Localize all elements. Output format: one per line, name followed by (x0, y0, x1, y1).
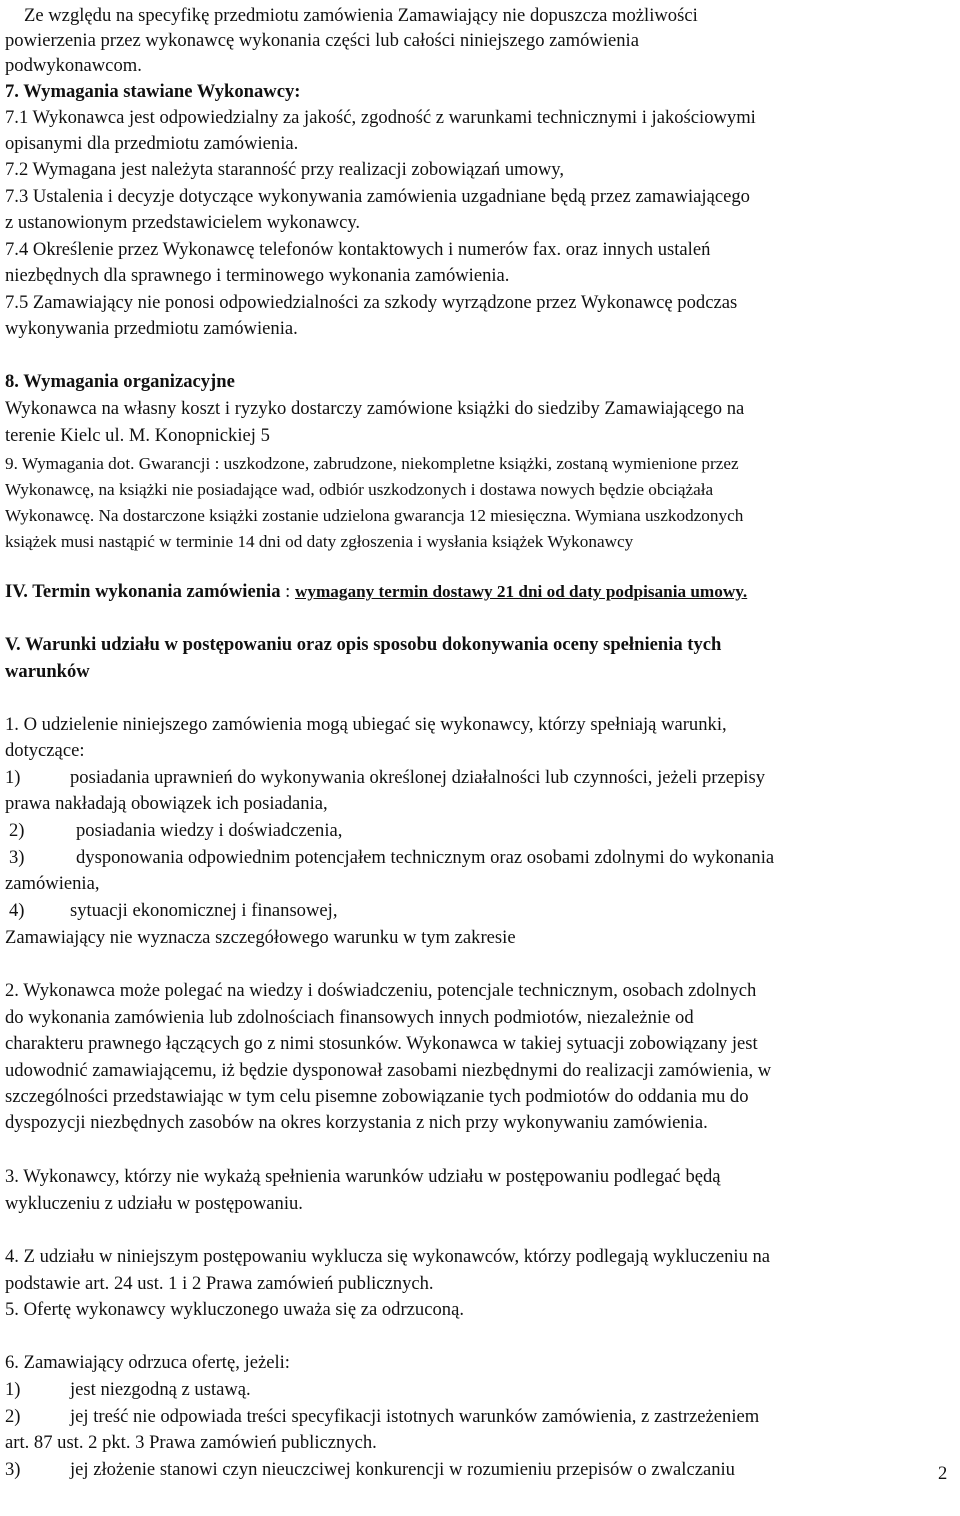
page-number: 2 (938, 1463, 948, 1484)
s9-line-3: Wykonawcę. Na dostarczone książki zostanie udzielona gwarancja 12 miesięczna. Wymiana uszkodzonych (5, 506, 744, 525)
v-p3-line-2: wykluczeniu z udziału w postępowaniu. (5, 1193, 303, 1214)
v-p2-line-6: dyspozycji niezbędnych zasobów na okres korzystania z nich przy wykonywaniu zamówienia. (5, 1112, 708, 1133)
v-item-1-text-cont: prawa nakładają obowiązek ich posiadania, (5, 793, 328, 814)
section-v-heading-line-2: warunków (5, 661, 90, 682)
s7-4-line-2: niezbędnych dla sprawnego i terminowego wykonania zamówienia. (5, 265, 510, 286)
intro-line-2: powierzenia przez wykonawcę wykonania części lub całości niniejszego zamówienia (5, 30, 639, 51)
v-item-4-text: sytuacji ekonomicznej i finansowej, (70, 900, 338, 921)
v-p1-line-2: dotyczące: (5, 740, 85, 761)
s8-line-2: terenie Kielc ul. M. Konopnickiej 5 (5, 425, 270, 446)
v-p6-item-1-num: 1) (5, 1379, 21, 1400)
s8-line-1: Wykonawca na własny koszt i ryzyko dostarczy zamówione książki do siedziby Zamawiającego na (5, 398, 745, 419)
s9-line-2: Wykonawcę, na książki nie posiadające wad, odbiór uszkodzonych i dostawa nowych będzie obciążała (5, 480, 714, 499)
s7-5-line-1: 7.5 Zamawiający nie ponosi odpowiedzialności za szkody wyrządzone przez Wykonawcę podczas (5, 292, 738, 313)
v-p5: 5. Ofertę wykonawcy wykluczonego uważa się za odrzuconą. (5, 1299, 464, 1320)
v-p2-line-2: do wykonania zamówienia lub zdolnościach finansowych innych podmiotów, niezależnie od (5, 1007, 694, 1028)
s7-2: 7.2 Wymagana jest należyta staranność przy realizacji zobowiązań umowy, (5, 159, 565, 180)
s7-3-line-1: 7.3 Ustalenia i decyzje dotyczące wykonywania zamówienia uzgadniane będą przez zamawiającego (5, 186, 750, 207)
v-p6: 6. Zamawiający odrzuca ofertę, jeżeli: (5, 1352, 290, 1373)
s7-5-line-2: wykonywania przedmiotu zamówienia. (5, 318, 298, 339)
v-p6-item-2-num: 2) (5, 1406, 21, 1427)
v-p1-line-1: 1. O udzielenie niniejszego zamówienia mogą ubiegać się wykonawcy, którzy spełniają warunki, (5, 714, 727, 735)
s7-3-line-2: z ustanowionym przedstawicielem wykonawcy. (5, 212, 361, 233)
v-item-4-num: 4) (9, 900, 25, 921)
v-p6-item-2-text-cont: art. 87 ust. 2 pkt. 3 Prawa zamówień publicznych. (5, 1432, 377, 1453)
section-iv-label: IV. Termin wykonania zamówienia (5, 581, 281, 602)
section-v-heading-line-1: V. Warunki udziału w postępowaniu oraz opis sposobu dokonywania oceny spełnienia tych (5, 634, 722, 655)
v-item-3-text: dysponowania odpowiednim potencjałem technicznym oraz osobami zdolnymi do wykonania (76, 847, 775, 868)
v-item-2-num: 2) (9, 820, 25, 841)
s7-1-line-1: 7.1 Wykonawca jest odpowiedzialny za jakość, zgodność z warunkami technicznymi i jakościowymi (5, 107, 756, 128)
v-p4-line-2: podstawie art. 24 ust. 1 i 2 Prawa zamówień publicznych. (5, 1273, 434, 1294)
v-item-3-num: 3) (9, 847, 25, 868)
v-p2-line-5: szczególności przedstawiając w tym celu pisemne zobowiązanie tych podmiotów do oddania mu do (5, 1086, 749, 1107)
s9-line-4: książek musi nastąpić w terminie 14 dni od daty zgłoszenia i wysłania książek Wykonawcy (5, 532, 634, 551)
section-iv (5, 579, 747, 605)
section-iv-value: wymagany termin dostawy 21 dni od daty podpisania umowy. (294, 582, 748, 601)
v-p4-line-1: 4. Z udziału w niniejszym postępowaniu wyklucza się wykonawców, którzy podlegają wykluczeniu na (5, 1246, 771, 1267)
v-item-3-text-cont: zamówienia, (5, 873, 100, 894)
v-p2-line-1: 2. Wykonawca może polegać na wiedzy i doświadczeniu, potencjale technicznym, osobach zdolnych (5, 980, 757, 1001)
section-iv-separator: : (280, 581, 295, 602)
s9-line-1: 9. Wymagania dot. Gwarancji : uszkodzone, zabrudzone, niekompletne książki, zostaną wymienione przez (5, 454, 739, 473)
v-item-1-text: posiadania uprawnień do wykonywania określonej działalności lub czynności, jeżeli przepisy (70, 767, 765, 788)
v-p6-item-3-num: 3) (5, 1459, 21, 1480)
v-p6-item-2-text: jej treść nie odpowiada treści specyfikacji istotnych warunków zamówienia, z zastrzeżeniem (70, 1406, 760, 1427)
v-p2-line-3: charakteru prawnego łączących go z nimi stosunków. Wykonawca w takiej sytuacji zobowiązany jest (5, 1033, 758, 1054)
section-7-heading: 7. Wymagania stawiane Wykonawcy: (5, 81, 301, 102)
s7-4-line-1: 7.4 Określenie przez Wykonawcę telefonów kontaktowych i numerów fax. oraz innych ustaleń (5, 239, 711, 260)
v-item-1-num: 1) (5, 767, 21, 788)
v-note: Zamawiający nie wyznacza szczegółowego warunku w tym zakresie (5, 927, 516, 948)
v-p3-line-1: 3. Wykonawcy, którzy nie wykażą spełnienia warunków udziału w postępowaniu podlegać będą (5, 1166, 721, 1187)
v-item-2-text: posiadania wiedzy i doświadczenia, (76, 820, 343, 841)
s7-1-line-2: opisanymi dla przedmiotu zamówienia. (5, 133, 299, 154)
v-p2-line-4: udowodnić zamawiającemu, iż będzie dysponował zasobami niezbędnymi do realizacji zamówienia, w (5, 1060, 772, 1081)
intro-line-1: Ze względu na specyfikę przedmiotu zamówienia Zamawiający nie dopuszcza możliwości (24, 5, 698, 26)
v-p6-item-3-text: jej złożenie stanowi czyn nieuczciwej konkurencji w rozumieniu przepisów o zwalczaniu (70, 1459, 735, 1480)
intro-line-3: podwykonawcom. (5, 55, 142, 76)
section-8-heading: 8. Wymagania organizacyjne (5, 371, 235, 392)
v-p6-item-1-text: jest niezgodną z ustawą. (70, 1379, 251, 1400)
